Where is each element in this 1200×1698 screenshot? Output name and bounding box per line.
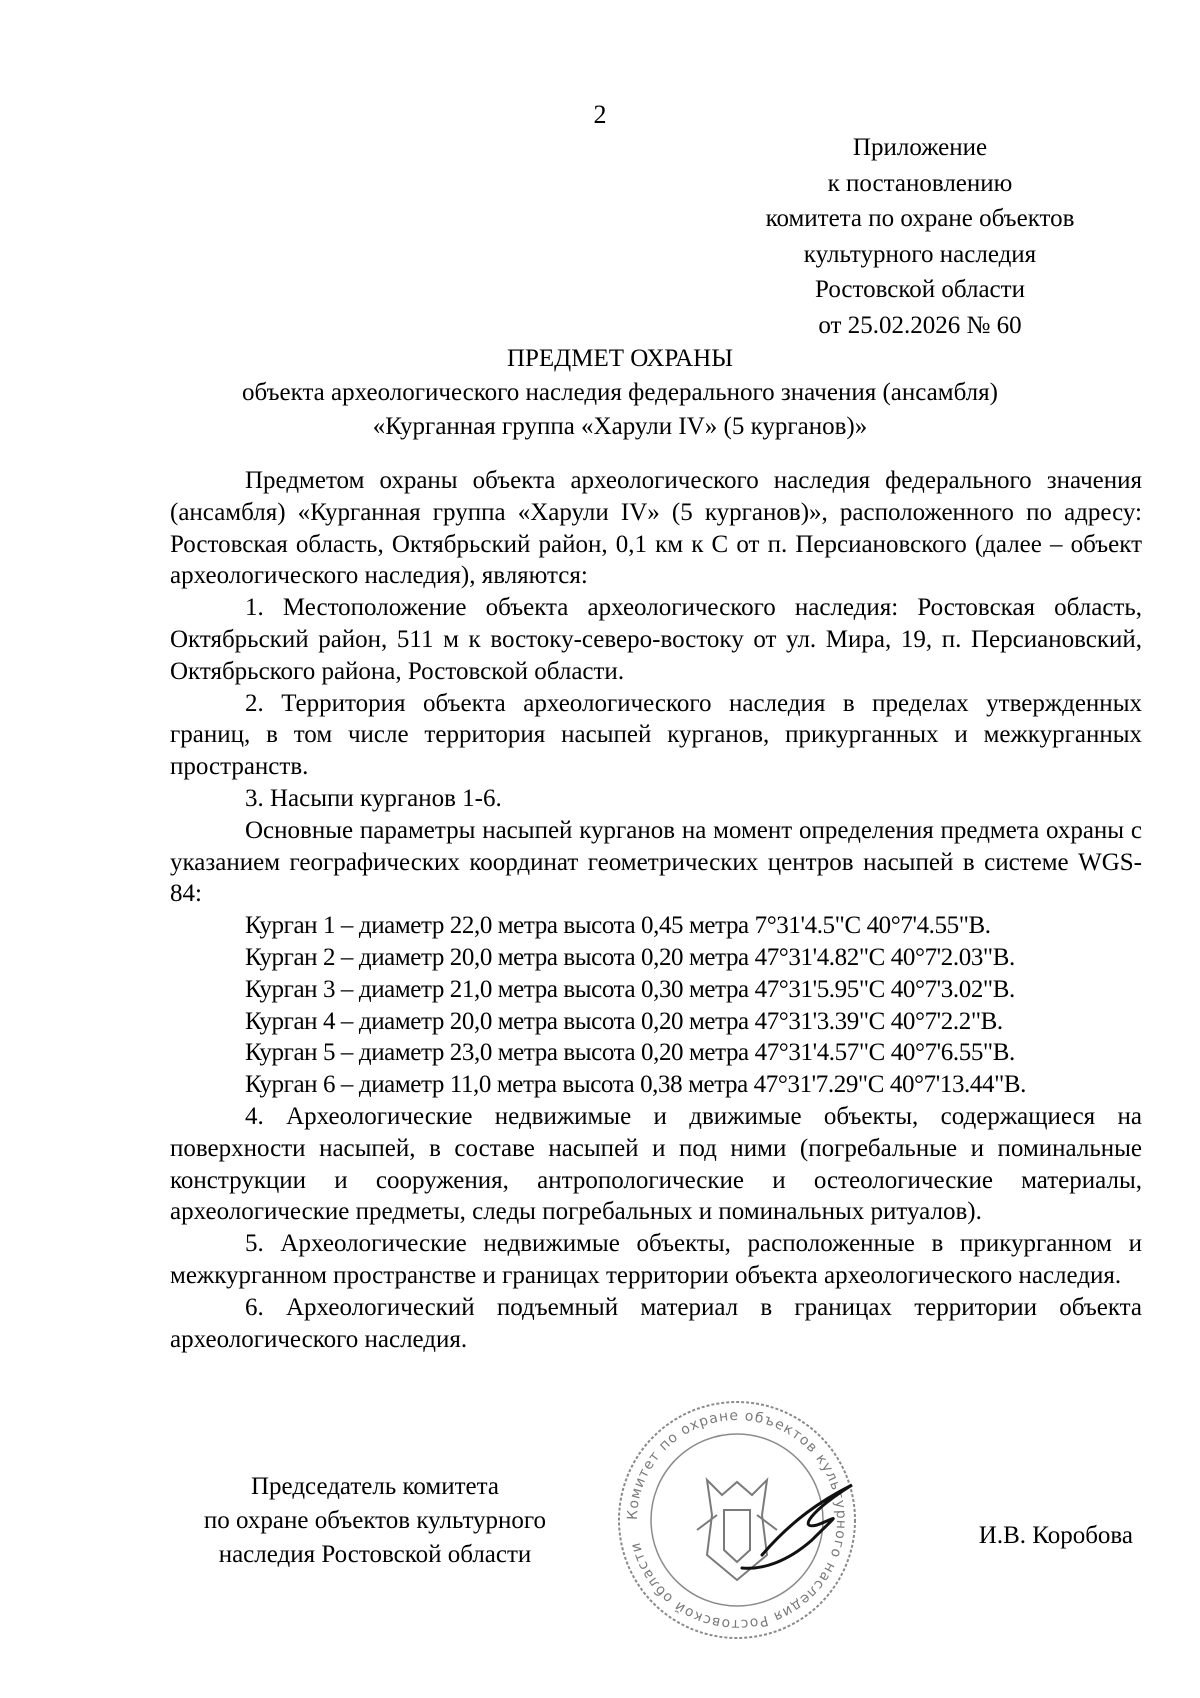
intro-paragraph: Предметом охраны объекта археологического наследия федерального значения (ансамбля) «Курганная группа «Харули IV» (5 курганов)», расположенного по адресу: Ростовская область, Октябрьский район, 0,1 км к С от п. Персиановского (далее – объект археологического наследия), являются: — [170, 467, 1142, 590]
mound-entry: Курган 4 – диаметр 20,0 метра высота 0,20 метра 47°31'3.39"С 40°7'2.2"В. — [245, 1007, 1003, 1035]
title-subline: объекта археологического наследия федерального значения (ансамбля) — [242, 379, 998, 406]
item-immovable-objects: 5. Археологические недвижимые объекты, расположенные в прикурганном и межкурганном пространстве и границах территории объекта археологического наследия. — [170, 1230, 1142, 1289]
appendix-line: комитета по охране объектов — [765, 205, 1075, 232]
appendix-line: Ростовской области — [815, 276, 1025, 303]
signatory-position-line: Председатель комитета — [251, 1473, 499, 1500]
mound-entry: Курган 1 – диаметр 22,0 метра высота 0,45 метра 7°31'4.5"С 40°7'4.55"В. — [245, 912, 991, 940]
item-territory: 2. Территория объекта археологического наследия в пределах утвержденных границ, в том числе территория насыпей курганов, прикурганных и межкурганных пространств. — [170, 689, 1142, 781]
official-seal — [612, 1390, 862, 1650]
mound-entry: Курган 2 – диаметр 20,0 метра высота 0,20 метра 47°31'4.82"С 40°7'2.03"В. — [245, 943, 1015, 971]
appendix-line: культурного наследия — [803, 240, 1037, 268]
mound-entry: Курган 5 – диаметр 23,0 метра высота 0,20 метра 47°31'4.57"С 40°7'6.55"В. — [245, 1039, 1015, 1067]
appendix-header — [740, 130, 1100, 343]
signatory-name: И.В. Коробова — [978, 1522, 1133, 1549]
item-objects: 4. Археологические недвижимые и движимые объекты, содержащиеся на поверхности насыпей, в составе насыпей и под ними (погребальные и поминальные конструкции и сооружения, антропологические и остеологические материалы, археологические предметы, следы погребальных и поминальных ритуалов). — [170, 1102, 1142, 1226]
appendix-line: от 25.02.2026 № 60 — [818, 311, 1022, 339]
item-location: 1. Местоположение объекта археологического наследия: Ростовская область, Октябрьский район, 511 м к востоку-северо-востоку от ул. Мира, 19, п. Персиановский, Октябрьского района, Ростовской области. — [170, 594, 1142, 685]
mound-entry: Курган 6 – диаметр 11,0 метра высота 0,38 метра 47°31'7.29"С 40°7'13.44"В. — [245, 1071, 1027, 1099]
title-subline: «Курганная группа «Харули IV» (5 курганов)» — [372, 413, 868, 440]
document-title — [200, 342, 1040, 444]
mound-list — [170, 910, 1142, 1101]
appendix-line: Приложение — [852, 134, 988, 161]
svg-text:Комитет по охране объектов кул — [625, 1408, 849, 1632]
appendix-line: к постановлению — [827, 169, 1013, 197]
title-heading: ПРЕДМЕТ ОХРАНЫ — [506, 345, 734, 372]
mound-entry: Курган 3 – диаметр 21,0 метра высота 0,30 метра 47°31'5.95"С 40°7'3.02"В. — [245, 975, 1015, 1003]
signatory-position — [175, 1470, 575, 1572]
item-surface-material: 6. Археологический подъемный материал в границах территории объекта археологического наследия. — [170, 1293, 1142, 1353]
page-number: 2 — [593, 100, 607, 129]
signatory-position-line: наследия Ростовской области — [218, 1541, 532, 1568]
mound-params-intro: Основные параметры насыпей курганов на момент определения предмета охраны с указанием географических координат геометрических центров насыпей в системе WGS-84: — [170, 816, 1142, 908]
item-mounds: 3. Насыпи курганов 1-6. — [245, 784, 502, 812]
signatory-position-line: по охране объектов культурного — [203, 1507, 547, 1534]
document-body — [170, 465, 1142, 1355]
seal-text: Комитет по охране объектов культурного наследия Ростовской области — [624, 1407, 850, 1633]
